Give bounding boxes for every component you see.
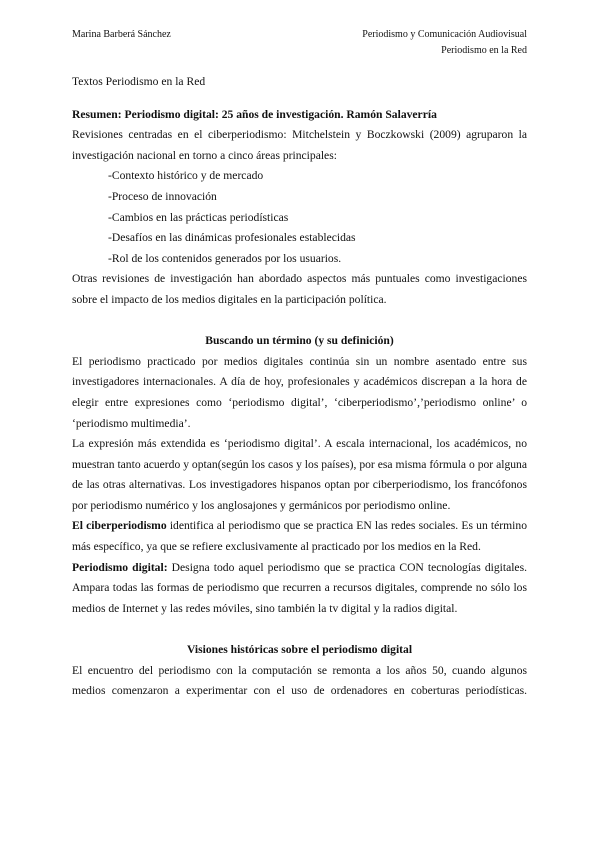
term-ciberperiodismo-definition: identifica al periodismo que se practica EN las redes sociales. Es un término más específico, ya que se refiere exclusivamente al practicado por los medios en la Red.	[72, 519, 527, 554]
topic-item: -Rol de los contenidos generados por los usuarios.	[108, 251, 342, 265]
document-label: Textos Periodismo en la Red	[72, 75, 206, 88]
header-course-line1: Periodismo y Comunicación Audiovisual	[362, 29, 527, 40]
after-topics-paragraph: Otras revisiones de investigación han abordado aspectos más puntuales como investigaciones sobre el impacto de los medios digitales en la participación política.	[72, 272, 527, 306]
term-periodismo-digital-definition: Designa todo aquel periodismo que se practica CON tecnologías digitales. Ampara todas las formas de periodismo que recurren a recursos digitales, comprende no sólo los medios de Internet y las redes móviles, sino también la tv digital y la radios digital.	[72, 560, 527, 615]
document-body	[72, 72, 527, 702]
header-course-line2: Periodismo en la Red	[441, 45, 527, 56]
topic-item: -Cambios en las prácticas periodísticas	[108, 210, 289, 224]
summary-title: Resumen: Periodismo digital: 25 años de investigación. Ramón Salaverría	[72, 107, 437, 121]
header-author: Marina Barberá Sánchez	[72, 29, 171, 40]
history-paragraph-1: El encuentro del periodismo con la computación se remonta a los años 50, cuando algunos medios comenzaron a experimentar con el uso de ordenadores en coberturas periodísticas.	[72, 663, 527, 698]
section-title-history: Visiones históricas sobre el periodismo digital	[186, 643, 413, 657]
topic-item: -Contexto histórico y de mercado	[108, 169, 264, 183]
term-ciberperiodismo: El ciberperiodismo	[72, 519, 167, 533]
term-periodismo-digital: Periodismo digital:	[72, 560, 168, 574]
topics-list	[72, 166, 527, 269]
section-title-terms: Buscando un término (y su definición)	[205, 334, 394, 348]
header-course	[362, 27, 527, 59]
topic-item: -Proceso de innovación	[108, 189, 217, 203]
terms-paragraph-1: El periodismo practicado por medios digitales continúa sin un nombre asentado entre sus investigadores internacionales. A día de hoy, profesionales y académicos discrepan a la hora de elegir entre expresiones como ‘periodismo digital’, ‘ciberperiodismo’,’periodismo online’ o ‘periodismo multimedia’.	[72, 354, 527, 430]
terms-paragraph-4	[72, 558, 527, 620]
terms-paragraph-2: La expresión más extendida es ‘periodismo digital’. A escala internacional, los académicos, no muestran tanto acuerdo y optan(según los casos y los países), por esa misma fórmula o por alguna de las otras alternativas. Los investigadores hispanos optan por ciberperiodismo, los francófonos por periodismo numérico y los anglosajones y germánicos por periodismo online.	[72, 437, 527, 512]
topic-item: -Desafíos en las dinámicas profesionales establecidas	[108, 231, 356, 245]
terms-paragraph-3	[72, 516, 527, 557]
intro-paragraph: Revisiones centradas en el ciberperiodismo: Mitchelstein y Boczkowski (2009) agruparon la investigación nacional en torno a cinco áreas principales:	[72, 128, 527, 162]
